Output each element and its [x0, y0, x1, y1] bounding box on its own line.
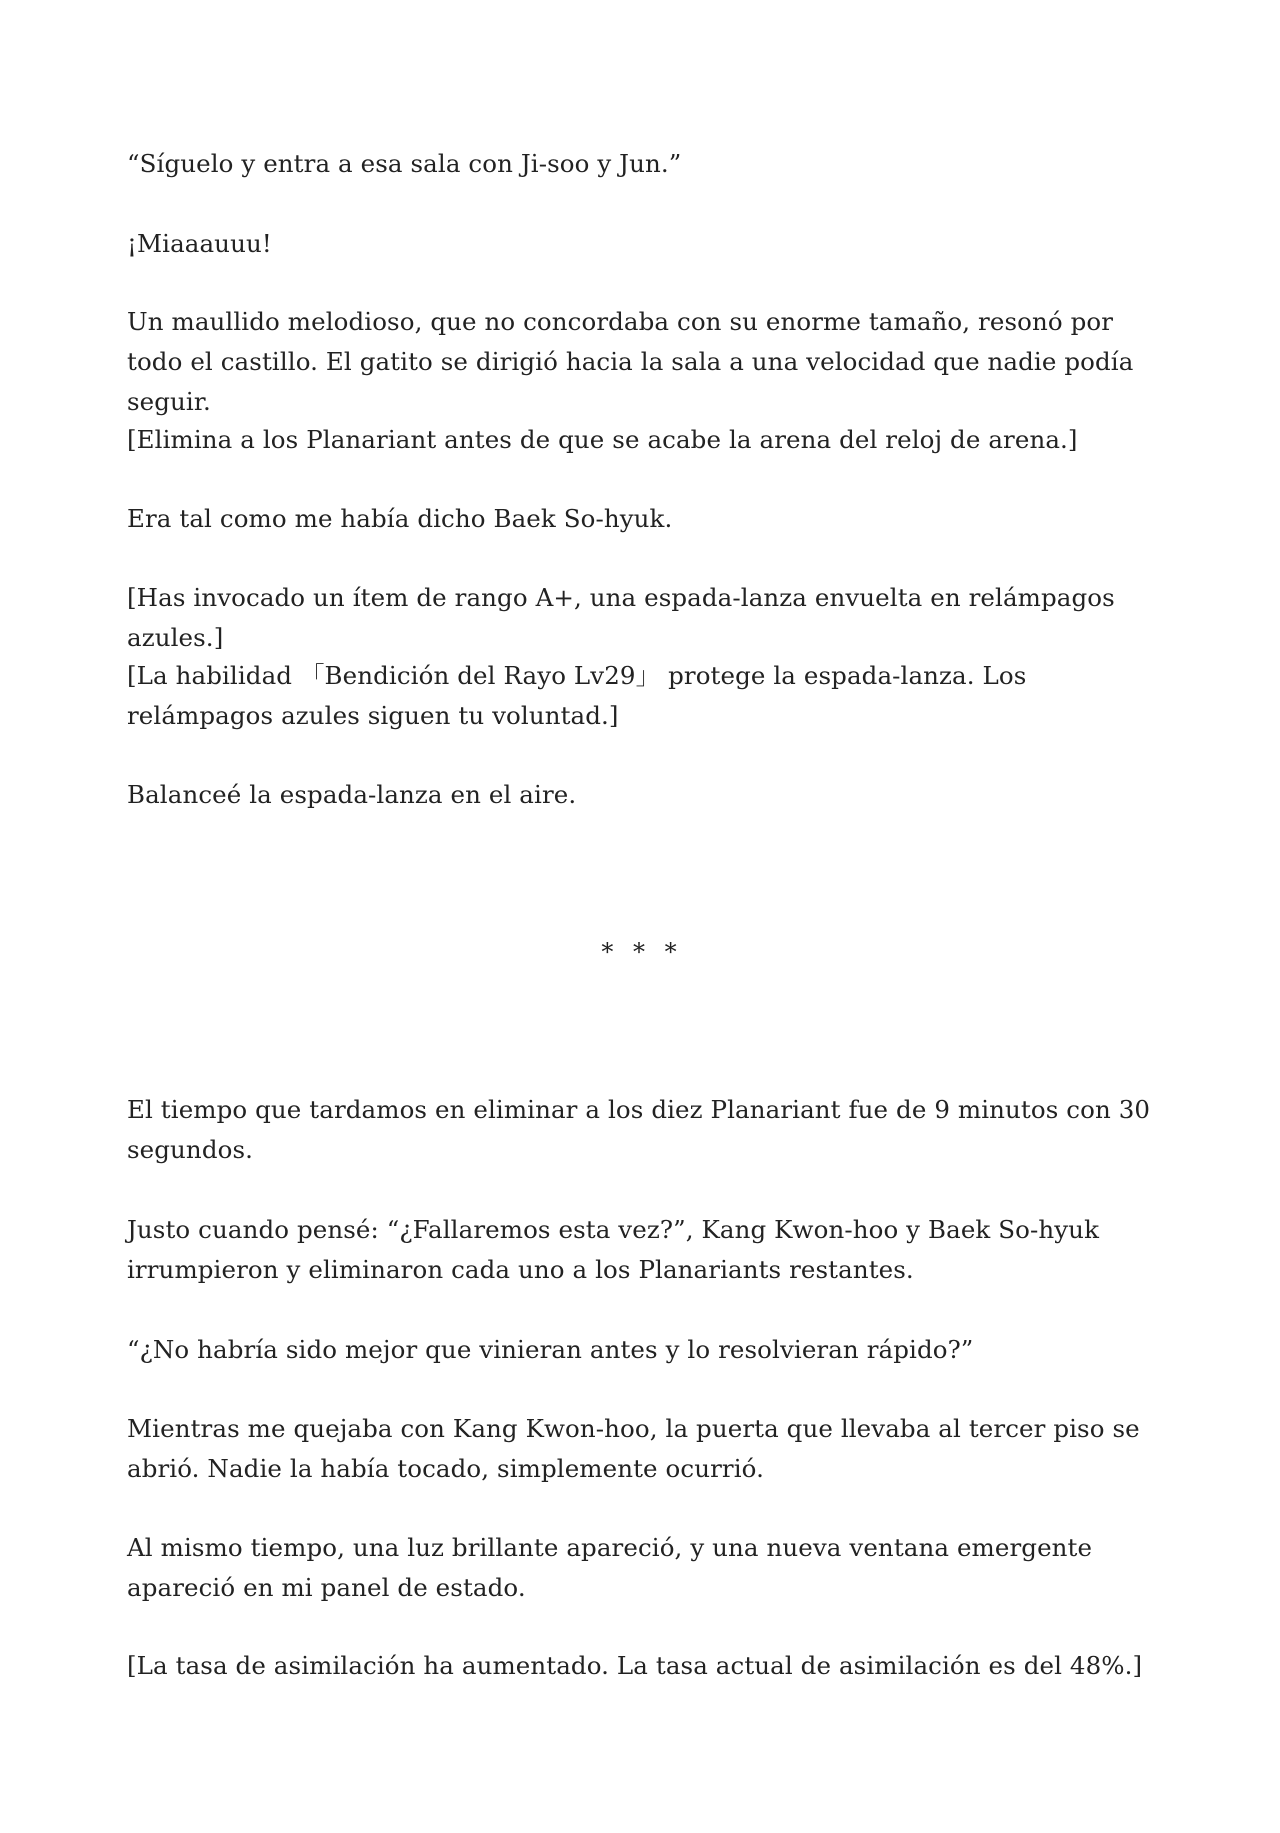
paragraph: El tiempo que tardamos en eliminar a los diez Planariant fue de 9 minutos con 30 segundos.	[127, 1095, 1151, 1164]
paragraph: Un maullido melodioso, que no concordaba con su enorme tamaño, resonó por todo el castillo. El gatito se dirigió hacia la sala a una velocidad que nadie podía seguir.	[127, 307, 1134, 416]
paragraph: Era tal como me había dicho Baek So-hyuk.	[127, 504, 673, 533]
paragraph: Al mismo tiempo, una luz brillante apareció, y una nueva ventana emergente apareció en mi panel de estado.	[127, 1533, 1093, 1602]
paragraph: [Has invocado un ítem de rango A+, una espada-lanza envuelta en relámpagos azules.]	[127, 583, 1115, 652]
paragraph: Justo cuando pensé: “¿Fallaremos esta vez?”, Kang Kwon-hoo y Baek So-hyuk irrumpieron y eliminaron cada uno a los Planariants restantes.	[127, 1215, 1100, 1284]
paragraph: Mientras me quejaba con Kang Kwon-hoo, la puerta que llevaba al tercer piso se abrió. Nadie la había tocado, simplemente ocurrió.	[127, 1414, 1140, 1483]
paragraph: [La tasa de asimilación ha aumentado. La tasa actual de asimilación es del 48%.]	[127, 1651, 1143, 1680]
paragraph: “¿No habría sido mejor que vinieran antes y lo resolvieran rápido?”	[127, 1335, 974, 1364]
paragraph: Balanceé la espada-lanza en el aire.	[127, 780, 577, 809]
document-page	[127, 0, 1157, 1833]
paragraph: ¡Miaaauuu!	[127, 229, 272, 258]
paragraph: “Síguelo y entra a esa sala con Ji-soo y Jun.”	[127, 149, 682, 178]
section-separator: * * *	[601, 938, 683, 966]
paragraph: [La habilidad 「Bendición del Rayo Lv29」 protege la espada-lanza. Los relámpagos azules siguen tu voluntad.]	[127, 661, 1027, 730]
paragraph: [Elimina a los Planariant antes de que se acabe la arena del reloj de arena.]	[127, 425, 1078, 454]
